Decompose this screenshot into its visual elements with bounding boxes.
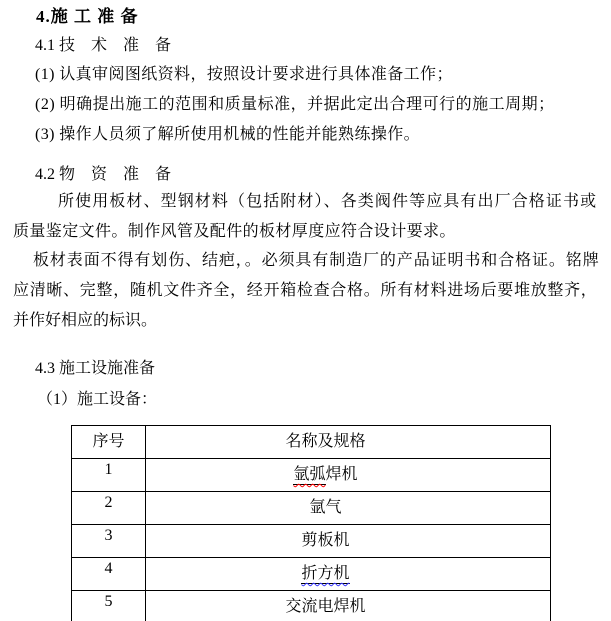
doc-line: 4.1 技 术 准 备: [35, 37, 172, 54]
row-name-cell: [146, 492, 551, 525]
doc-line: (3) 操作人员须了解所使用机械的性能并能熟练操作。: [35, 126, 421, 143]
header-cell-name: 名称及规格: [146, 426, 551, 459]
row-no-cell: 2: [72, 492, 146, 525]
cell-text: 交流电焊机: [285, 598, 366, 615]
doc-line: 所使用板材、型钢材料（包括附材）、各类阀件等应具有出厂合格证书或: [58, 193, 598, 210]
row-no-cell: 1: [72, 459, 146, 492]
row-no-cell: 3: [72, 525, 146, 558]
doc-line: 并作好相应的标识。: [13, 312, 158, 329]
doc-line: 4.2 物 资 准 备: [35, 166, 172, 183]
spellcheck-marked-text: 氩弧: [293, 466, 326, 483]
cell-text: 焊机: [325, 466, 358, 483]
doc-line: 4.3 施工设施准备: [35, 360, 156, 377]
cell-text: 氩气: [309, 499, 342, 516]
table-row: [72, 591, 551, 621]
row-name-cell: [146, 525, 551, 558]
doc-line: 板材表面不得有划伤、结疤，。必须具有制造厂的产品证明书和合格证。铭牌: [33, 252, 600, 269]
row-name-cell: [146, 591, 551, 621]
doc-line: 4.施 工 准 备: [36, 7, 139, 26]
row-name-cell: [146, 459, 551, 492]
doc-line: （1）施工设备：: [37, 391, 158, 408]
header-cell-no: 序号: [72, 426, 146, 459]
table-row: [72, 492, 551, 525]
doc-line: 应清晰、完整，随机文件齐全，经开箱检查合格。所有材料进场后要堆放整齐，: [13, 282, 598, 299]
table-header-row: [72, 426, 551, 459]
table-row: [72, 558, 551, 591]
table-body: [72, 459, 551, 621]
row-no-cell: 5: [72, 591, 146, 621]
row-no-cell: 4: [72, 558, 146, 591]
doc-line: (2) 明确提出施工的范围和质量标准，并据此定出合理可行的施工周期；: [35, 96, 555, 113]
doc-line: 质量鉴定文件。制作风管及配件的板材厚度应符合设计要求。: [13, 223, 456, 240]
cell-text: 剪板机: [301, 532, 350, 549]
spellcheck-marked-text: 折方机: [301, 565, 350, 582]
table-row: [72, 459, 551, 492]
doc-line: (1) 认真审阅图纸资料，按照设计要求进行具体准备工作；: [35, 66, 453, 83]
table-row: [72, 525, 551, 558]
row-name-cell: [146, 558, 551, 591]
equipment-table: [71, 425, 551, 621]
